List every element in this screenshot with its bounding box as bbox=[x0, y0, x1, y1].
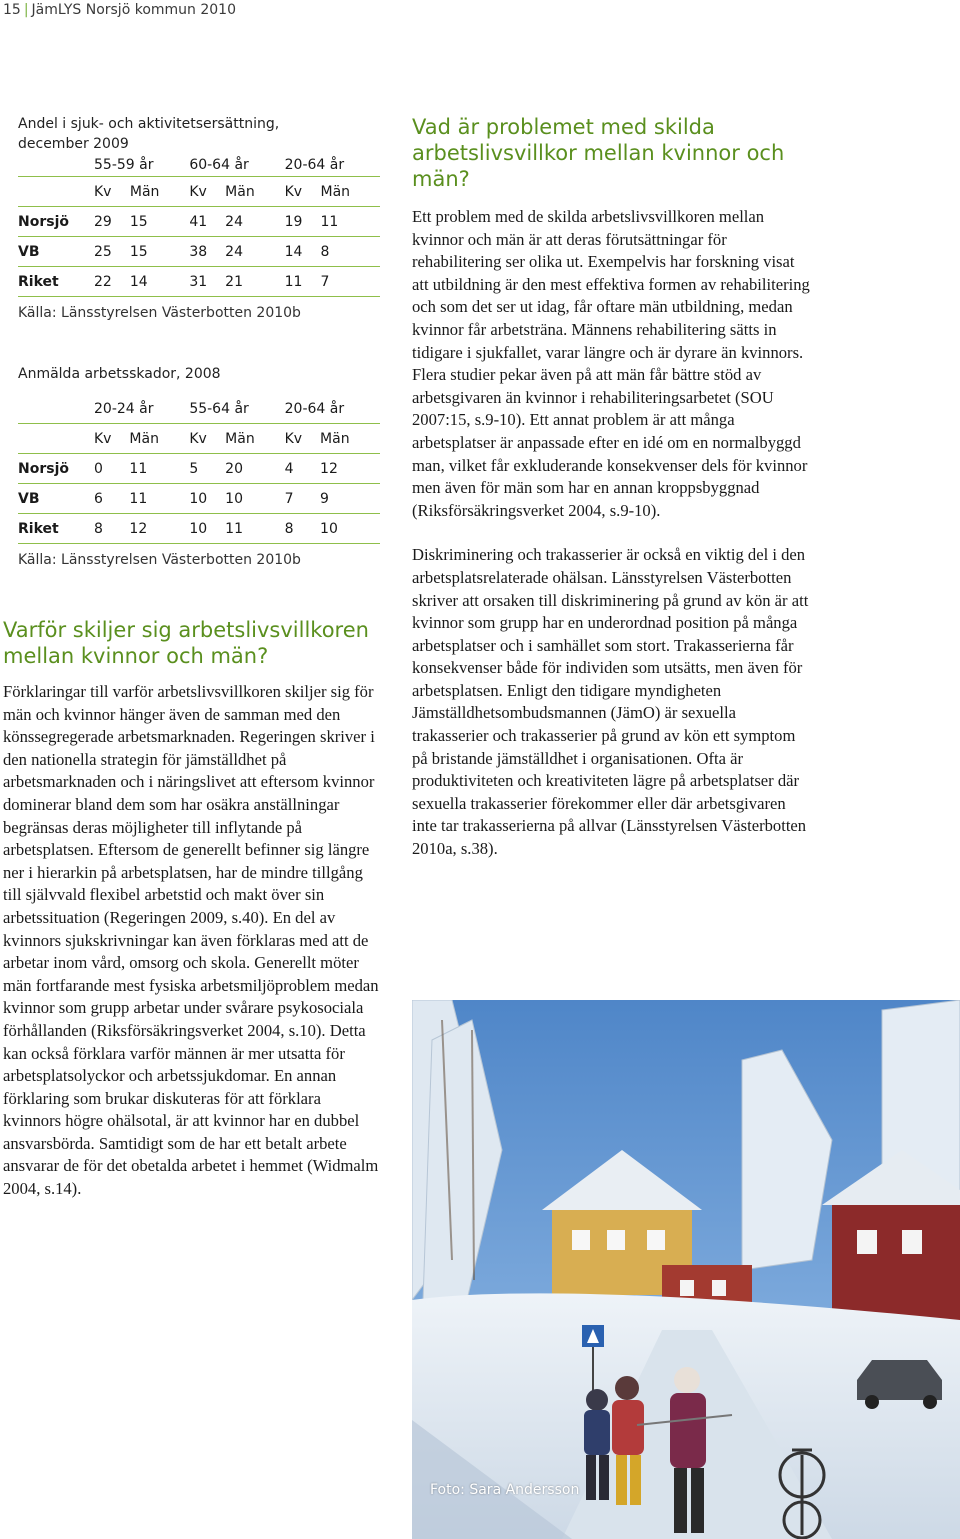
table-cell: 12 bbox=[129, 514, 189, 544]
winter-street-photo bbox=[412, 1000, 960, 1539]
table-row bbox=[18, 484, 380, 514]
page-number: 15 bbox=[3, 2, 21, 18]
row-label: Norsjö bbox=[18, 454, 94, 484]
column-header: Män bbox=[130, 177, 189, 207]
photo-illustration bbox=[412, 1000, 960, 1539]
table-group-row bbox=[18, 154, 380, 177]
table-cell: 20 bbox=[225, 454, 284, 484]
table-cell: 15 bbox=[130, 207, 189, 237]
group-header: 20-24 år bbox=[94, 394, 189, 424]
table-row bbox=[18, 237, 380, 267]
table-group-row bbox=[18, 394, 380, 424]
table-row bbox=[18, 207, 380, 237]
table-cell: 8 bbox=[320, 237, 380, 267]
table-cell: 10 bbox=[189, 484, 225, 514]
body-paragraph: Diskriminering och trakasserier är också en viktig del i den arbetsplatsrelaterade ohälsan. Länsstyrelsen Västerbotten skriver att orsaken till diskriminering på grund av kön är att kvinnor som grupp har en underordnad position på många arbetsplatser och i samhället som stort. Trakasserierna får konsekvenser både för individen som utsätts, men även för arbetsplatsen. Enligt den tidigare myndigheten Jämställdhetsombudsmannen (JämO) är sexuella trakasserier och trakasserier på grund av kön ett symptom på bristande jämställdhet i organisationen. Ofta är produktiviteten och kreativiteten lägre på arbetsplatser där sexuella trakasserier förekommer eller där arbetsgivaren inte tar trakasserierna på allvar (Länsstyrelsen Västerbotten 2010a, s.38). bbox=[412, 545, 809, 859]
table-cell: 5 bbox=[189, 454, 225, 484]
table-cell: 11 bbox=[225, 514, 284, 544]
column-header: Kv bbox=[94, 177, 130, 207]
row-label: Norsjö bbox=[18, 207, 94, 237]
group-header: 60-64 år bbox=[189, 154, 284, 177]
header-divider: | bbox=[23, 2, 29, 18]
row-label: VB bbox=[18, 484, 94, 514]
table-cell: 10 bbox=[189, 514, 225, 544]
table-cell: 11 bbox=[320, 207, 380, 237]
table-cell: 29 bbox=[94, 207, 130, 237]
table-title: Andel i sjuk- och aktivitetsersättning, bbox=[18, 116, 280, 132]
group-header: 55-59 år bbox=[94, 154, 189, 177]
row-label: Riket bbox=[18, 514, 94, 544]
table-cell: 31 bbox=[189, 267, 225, 297]
table-source: Källa: Länsstyrelsen Västerbotten 2010b bbox=[18, 305, 301, 321]
column-header: Kv bbox=[189, 177, 225, 207]
body-paragraph: Förklaringar till varför arbetslivsvillkoren skiljer sig för män och kvinnor hänger även de samman med den könssegregerade arbetsmarknaden. Regeringen skriver i den nationella strategin för jämställdhet på arbetsmarknaden och i näringslivet att eftersom kvinnor dominerar bland dem som har osäkra anställningar begränsas deras möjligheter till inflytande på arbetsplatsen. Eftersom de generellt befinner sig längre ner i hierarkin på arbetsplatsen, har de mindre tillgång till självvald flexibel arbetstid och makt över sin arbetssituation (Regeringen 2009, s.40). En del av kvinnors sjukskrivningar kan även förklaras med att de arbetar inom vård, omsorg och skola. Generellt möter män fortfarande mest fysiska arbetsmiljöproblem medan kvinnor som grupp arbetar under svårare psykosociala förhållanden (Riksförsäkringsverket 2004, s.10). Detta kan också förklara varför männen är mer utsatta för arbetsplatsolyckor och arbetssjukdomar. En annan förklaring som brukar diskuteras för att förklara kvinnors högre ohälsotal, är att kvinnor har en dubbel ansvarsbörda. Samtidigt som de har ett betalt arbete ansvarar de för det obetalda arbetet i hemmet (Widmalm 2004, s.14). bbox=[3, 682, 379, 1199]
table-cell: 10 bbox=[225, 484, 284, 514]
column-header: Män bbox=[129, 424, 189, 454]
table-work-injuries bbox=[18, 364, 380, 568]
group-header: 20-64 år bbox=[285, 154, 380, 177]
table-cell: 38 bbox=[189, 237, 225, 267]
data-table bbox=[18, 154, 380, 297]
table-row bbox=[18, 454, 380, 484]
data-table bbox=[18, 394, 380, 544]
row-label: Riket bbox=[18, 267, 94, 297]
table-cell: 41 bbox=[189, 207, 225, 237]
column-header: Män bbox=[225, 177, 284, 207]
table-title-line2: december 2009 bbox=[18, 136, 129, 152]
column-header: Män bbox=[320, 177, 380, 207]
table-cell: 10 bbox=[320, 514, 380, 544]
table-cell: 22 bbox=[94, 267, 130, 297]
body-paragraph: Ett problem med de skilda arbetslivsvillkoren mellan kvinnor och män är att deras förutsättningar för rehabilitering ser olika ut. Exempelvis har forskning visat att utbildning är den mest effektiva formen av rehabilitering och som det ser ut idag, får oftare män utbildning, medan kvinnor får arbetsträna. Männens rehabilitering sätts in tidigare i sjukfallet, varar längre och är dyrare än kvinnors. Flera studier pekar även på att män får bättre stöd av arbetsgivaren än kvinnor i rehabiliteringsarbetet (SOU 2007:15, s.9-10). Ett annat problem är att många arbetsplatser är anpassade efter en idé om en normalbyggd man, vilket får exkluderande konsekvenser dels för kvinnor men även för män som har en annan kroppsbyggnad (Riksförsäkringsverket 2004, s.9-10). bbox=[412, 207, 810, 520]
table-subheader-row bbox=[18, 177, 380, 207]
row-label: VB bbox=[18, 237, 94, 267]
publication-title: JämLYS Norsjö kommun 2010 bbox=[31, 2, 236, 18]
table-cell: 14 bbox=[285, 237, 321, 267]
column-header: Kv bbox=[285, 424, 320, 454]
table-row bbox=[18, 514, 380, 544]
table-cell: 9 bbox=[320, 484, 380, 514]
section-heading: Varför skiljer sig arbetslivsvillkoren mellan kvinnor och män? bbox=[3, 618, 369, 668]
table-cell: 8 bbox=[94, 514, 129, 544]
table-cell: 24 bbox=[225, 237, 284, 267]
table-cell: 11 bbox=[129, 454, 189, 484]
photo-credit: Foto: Sara Andersson bbox=[430, 1482, 580, 1498]
article-left bbox=[3, 617, 383, 1201]
table-cell: 6 bbox=[94, 484, 129, 514]
table-cell: 11 bbox=[129, 484, 189, 514]
group-header: 55-64 år bbox=[189, 394, 284, 424]
table-title: Anmälda arbetsskador, 2008 bbox=[18, 366, 221, 382]
column-header: Kv bbox=[189, 424, 225, 454]
table-cell: 11 bbox=[285, 267, 321, 297]
table-cell: 0 bbox=[94, 454, 129, 484]
article-right bbox=[412, 114, 810, 861]
table-cell: 4 bbox=[285, 454, 320, 484]
group-header: 20-64 år bbox=[285, 394, 380, 424]
table-cell: 15 bbox=[130, 237, 189, 267]
table-cell: 21 bbox=[225, 267, 284, 297]
table-cell: 7 bbox=[285, 484, 320, 514]
table-subheader-row bbox=[18, 424, 380, 454]
table-cell: 12 bbox=[320, 454, 380, 484]
column-header: Män bbox=[320, 424, 380, 454]
page-header bbox=[3, 2, 236, 18]
column-header: Män bbox=[225, 424, 284, 454]
table-cell: 7 bbox=[320, 267, 380, 297]
table-cell: 25 bbox=[94, 237, 130, 267]
table-sick-leave bbox=[18, 114, 380, 321]
table-row bbox=[18, 267, 380, 297]
table-cell: 24 bbox=[225, 207, 284, 237]
section-heading: Vad är problemet med skilda arbetslivsvillkor mellan kvinnor och män? bbox=[412, 115, 785, 191]
column-header: Kv bbox=[94, 424, 129, 454]
table-source: Källa: Länsstyrelsen Västerbotten 2010b bbox=[18, 552, 301, 568]
table-cell: 14 bbox=[130, 267, 189, 297]
table-cell: 19 bbox=[285, 207, 321, 237]
column-header: Kv bbox=[285, 177, 321, 207]
table-cell: 8 bbox=[285, 514, 320, 544]
